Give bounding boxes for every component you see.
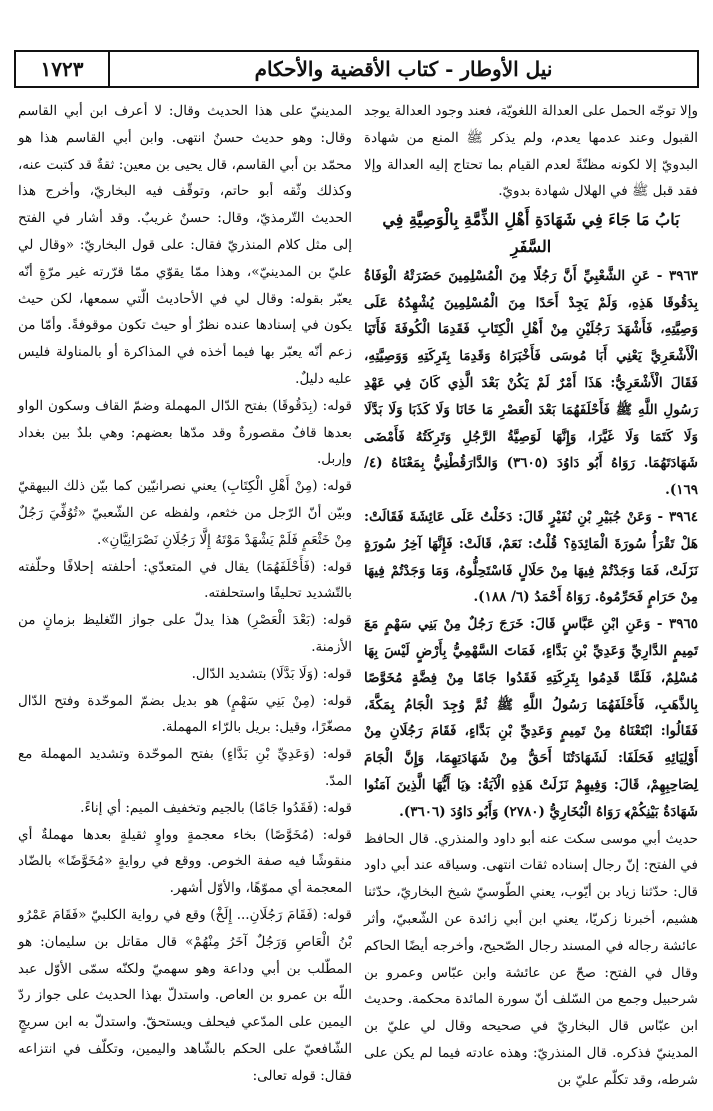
left-paragraph: قوله: (مِنْ أَهْلِ الْكِتَابِ) يعني نصرانيّين كما بيّن ذلك البيهقيّ وبيّن أنّ الرّجل من خثعم، ولفظه عن الشّعبيّ «تُوُفِّيَ رَجُلٌ مِنْ خَثْعَمٍ فَلَمْ يَشْهَدْ مَوْتَهُ إِلَّا رَجُلَانِ نَصْرَانِيَّانِ». xyxy=(18,478,352,548)
section-heading: بَابُ مَا جَاءَ فِي شَهَادَةِ أَهْلِ الذِّمَّةِ بِالْوَصِيَّةِ فِي السَّفَرِ xyxy=(382,210,680,256)
left-paragraph: قوله: (وَعَدِيِّ بْنِ بَدَّاءٍ) بفتح الموحّدة وتشديد المهملة مع المدّ. xyxy=(18,746,352,789)
left-column xyxy=(18,98,352,1089)
hadith-3963: ٣٩٦٣ - عَنِ الشَّعْبِيِّ أَنَّ رَجُلًا مِنَ الْمُسْلِمِينَ حَضَرَتْهُ الْوَفَاةُ بِدَقُوقَا هَذِهِ، وَلَمْ يَجِدْ أَحَدًا مِنَ الْمُسْلِمِينَ يُشْهِدُهُ عَلَى وَصِيَّتِهِ، فَأَشْهَدَ رَجُلَيْنِ مِنْ أَهْلِ الْكِتَابِ فَقَدِمَا الْكُوفَةَ فَأَتَيَا الْأَشْعَرِيَّ يَعْنِي أَبَا مُوسَى فَأَخْبَرَاهُ وَقَدِمَا بِتَرِكَتِهِ وَوَصِيَّتِهِ، فَقَالَ الْأَشْعَرِيُّ: هَذَا أَمْرٌ لَمْ يَكُنْ بَعْدَ الَّذِي كَانَ فِي عَهْدِ رَسُولِ اللَّهِ ﷺ فَأَحْلَفَهُمَا بَعْدَ الْعَصْرِ مَا خَانَا وَلَا كَذَبَا وَلَا بَدَّلَا وَلَا كَتَمَا وَلَا غَيَّرَا، وَإِنَّهَا لَوَصِيَّةُ الرَّجُلِ وَتَرِكَتُهُ فَأَمْضَى شَهَادَتَهُمَا. رَوَاهُ أَبُو دَاوُدَ (٣٦٠٥) وَالدَّارَقُطْنِيُّ بِمَعْنَاهُ (٤/ ١٦٩). xyxy=(364,267,698,499)
left-paragraph: المدينيّ على هذا الحديث وقال: لا أعرف ابن أبي القاسم وقال: وهو حديث حسنٌ انتهى. وابن أبي القاسم هذا هو محمّد بن أبي القاسم، قال يحيى بن معين: ثقةٌ قد كتبت عنه، وكذلك وثّقه أبو حاتم، وتوقّف فيه البخاريّ، وأخرج هذا الحديث التّرمذيّ، وقال: حسنٌ غريبٌ. وقد أشار في الفتح إلى مثل كلام المنذريّ فقال: على قول البخاريّ: «وقال لي عليّ بن المدينيّ»، وهذا ممّا يقوّي ممّا قرّرته غير مرّةٍ أنّه يعبّر بقوله: وقال لي في الأحاديث الّتي سمعها، لكن حيث يكون في إسنادها عنده نظرٌ أو حيث تكون موقوفةً. وأمّا من زعم أنّه يعبّر بها فيما أخذه في المذاكرة أو بالمناولة فليس عليه دليلٌ. xyxy=(18,103,352,387)
left-paragraph: قوله: (فَقَامَ رَجُلَانِ... إِلَخْ) وقع في رواية الكلبيّ «فَقَامَ عَمْرُو بْنُ الْعَاصِ وَرَجُلٌ آخَرُ مِنْهُمْ» قال مقاتل بن سليمان: هو المطّلب بن أبي وداعة وهو سهميّ ولكنّه سمّى الأوّل عبد اللّه بن عمرو بن العاص. واستدلّ بهذا الحديث على جواز ردّ اليمين على المدّعي فيحلف ويستحقّ. واستدلّ به ابن سريجٍ الشّافعيّ على الحكم بالشّاهد واليمين، وتكلّف في انتزاعه فقال: قوله تعالى: xyxy=(18,906,352,1084)
right-column xyxy=(364,98,698,1093)
left-paragraph: قوله: (مُخَوَّصًا) بخاء معجمةٍ وواوٍ ثقيلةٍ بعدها مهملةٌ أي منقوشًا فيه صفة الخوص. ووقع في روايةٍ «مُخَوَّضًا» بالضّاد المعجمة أي مموّهًا، والأوّل أشهر. xyxy=(18,826,352,897)
intro-paragraph: وإلا توجّه الحمل على العدالة اللغويّة، فعند وجود العدالة يوجد القبول وعند عدمها يعدم، ولم يذكر ﷺ المنع من شهادة البدويّ إلا لكونه مظنّةً لعدم القيام بما تحتاج إليه العدالة وإلا فقد قبل ﷺ في الهلال شهادة بدويّ. xyxy=(364,103,698,200)
left-paragraph: قوله: (بِدَقُوقَا) بفتح الدّال المهملة وضمّ القاف وسكون الواو بعدها قافٌ مقصورةٌ وقد مدّها بعضهم: وهي بلدٌ بين بغداد وإربل. xyxy=(18,397,352,468)
page-number: ١٧٢٣ xyxy=(40,57,84,81)
left-paragraph: قوله: (مِنْ بَنِي سَهْمٍ) هو بديل بضمّ الموحّدة وفتح الدّال مصغّرًا، وقيل: بريل بالرّاء المهملة. xyxy=(18,692,352,736)
left-paragraph: قوله: (وَلَا بَدَّلَا) بتشديد الدّال. xyxy=(191,665,352,682)
left-paragraph: قوله: (فَأَحْلَفَهُمَا) يقال في المتعدّي: أحلفته إحلافًا وحلّفته بالتّشديد تحليفًا واستحلفته. xyxy=(18,558,352,602)
hadith-3965: ٣٩٦٥ - وَعَنِ ابْنِ عَبَّاسٍ قَالَ: خَرَجَ رَجُلٌ مِنْ بَنِي سَهْمٍ مَعَ تَمِيمٍ الدَّارِيِّ وَعَدِيِّ بْنِ بَدَّاءٍ، فَمَاتَ السَّهْمِيُّ بِأَرْضٍ لَيْسَ بِهَا مُسْلِمٌ، فَلَمَّا قَدِمُوا بِتَرِكَتِهِ فَقَدُوا جَامًا مِنْ فِضَّةٍ مُخَوَّصًا بِالذَّهَبِ، فَأَحْلَفَهُمَا رَسُولُ اللَّهِ ﷺ ثُمَّ وُجِدَ الْجَامُ بِمَكَّةَ، فَقَالُوا: ابْتَعْنَاهُ مِنْ تَمِيمٍ وَعَدِيِّ بْنِ بَدَّاءٍ، فَقَامَ رَجُلَانِ مِنْ أَوْلِيَائِهِ فَحَلَفَا: لَشَهَادَتُنَا أَحَقُّ مِنْ شَهَادَتِهِمَا، وَإِنَّ الْجَامَ لِصَاحِبِهِمْ، قَالَ: وَفِيهِمْ نَزَلَتْ هَذِهِ الْآيَةُ: ﴿يَا أَيُّهَا الَّذِينَ آمَنُوا شَهَادَةُ بَيْنِكُمْ﴾ رَوَاهُ الْبُخَارِيُّ (٢٧٨٠) وَأَبُو دَاوُدَ (٣٦٠٦). xyxy=(364,616,698,820)
left-paragraph: قوله: (فَقَدُوا جَامًا) بالجيم وتخفيف الميم: أي إناءً. xyxy=(80,799,352,816)
running-title: نيل الأوطار - كتاب الأقضية والأحكام xyxy=(254,57,553,81)
commentary-paragraph: حديث أبي موسى سكت عنه أبو داود والمنذري. قال الحافظ في الفتح: إنّ رجال إسناده ثقات انتهى. وسياقه عند أبي داود قال: حدّثنا زياد بن أيّوب، يعني الطّوسيّ شيخ البخاريّ، حدّثنا هشيم، أخبرنا زكريّا، يعني ابن أبي زائدة عن الشّعبيّ، وأثر عائشة رجاله في المسند رجال الصّحيح، وأخرجه أيضًا الحاكم وقال في الفتح: صحّ عن عائشة وابن عبّاس وعمرو بن شرحبيل وجمع من السّلف أنّ سورة المائدة محكمة. وحديث ابن عبّاس قال البخاريّ في صحيحه وقال لي عليّ بن المدينيّ فذكره. قال المنذريّ: وهذه عادته فيما لم يكن على شرطه، وقد تكلّم عليّ بن xyxy=(364,830,698,1088)
hadith-3964: ٣٩٦٤ - وَعَنْ جُبَيْرِ بْنِ نُفَيْرٍ قَالَ: دَخَلْتُ عَلَى عَائِشَةَ فَقَالَتْ: هَلْ تَقْرَأُ سُورَةَ الْمَائِدَةِ؟ قُلْتُ: نَعَمْ، قَالَتْ: فَإِنَّهَا آخِرُ سُورَةٍ نَزَلَتْ، فَمَا وَجَدْتُمْ فِيهَا مِنْ حَلَالٍ فَاسْتَحِلُّوهُ، وَمَا وَجَدْتُمْ فِيهَا مِنْ حَرَامٍ فَحَرِّمُوهُ. رَوَاهُ أَحْمَدُ (٦/ ١٨٨). xyxy=(364,508,698,606)
page-header xyxy=(14,50,699,88)
left-paragraph: قوله: (بَعْدَ الْعَصْرِ) هذا يدلّ على جواز التّغليظ بزمانٍ من الأزمنة. xyxy=(18,612,352,655)
